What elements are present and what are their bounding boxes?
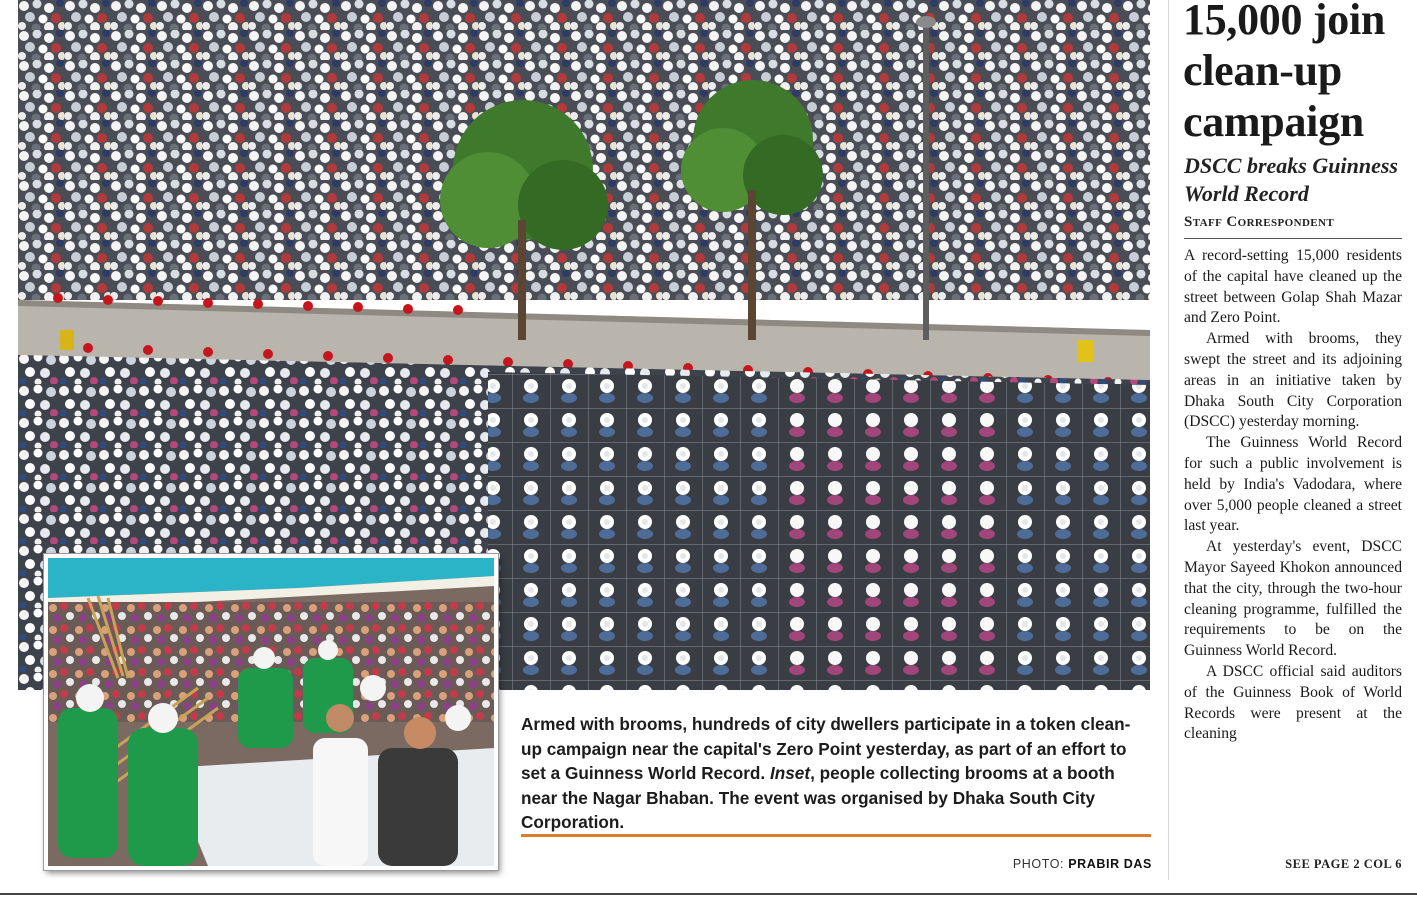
subhead: DSCC breaks Guinness World Record [1184, 153, 1398, 206]
article-paragraph: At yesterday's event, DSCC Mayor Sayeed Khokon announced that the city, through the two-hour cleaning programme, fulfilled the requirements to be on the Guinness World Record. [1184, 538, 1402, 660]
article-paragraph: The Guinness World Record for such a public involvement is held by India's Vadodara, where over 5,000 people cleaned a street last year. [1184, 434, 1402, 535]
photo-credit [1013, 857, 1152, 871]
jump-line[interactable]: SEE PAGE 2 COL 6 [1285, 857, 1402, 871]
byline-rule [1184, 238, 1402, 239]
article-paragraph: Armed with brooms, they swept the street and its adjoining areas in an initiative taken by Dhaka South City Corporation (DSCC) yesterday morning. [1184, 330, 1402, 431]
inset-photo [44, 554, 498, 870]
caption-accent-rule [521, 834, 1151, 837]
caption-inset-word: Inset [769, 763, 811, 783]
article-paragraph: A record-setting 15,000 residents of the capital have cleaned up the street between Golap Shah Mazar and Zero Point. [1184, 247, 1402, 327]
caption-text-main: Armed with brooms, hundreds of city dwellers participate in a token clean-up campaign near the capital's Zero Point yesterday, as part of an effort to set a Guinness World Record. [521, 714, 1131, 783]
photo-credit-label: PHOTO: [1012, 857, 1065, 871]
byline: Staff Correspondent [1184, 214, 1335, 230]
column-divider [1168, 0, 1169, 880]
caption-text-inset: , people collecting brooms at a booth near the Nagar Bhaban. The event was organised by Dhaka South City Corporation. [521, 763, 1115, 832]
headline: 15,000 join clean-up campaign [1183, 0, 1386, 146]
article-body [1184, 246, 1402, 852]
photo-credit-name: PRABIR DAS [1068, 857, 1152, 871]
photo-caption [521, 712, 1141, 835]
article-paragraph: A DSCC official said auditors of the Guinness Book of World Records were present at the cleaning [1184, 662, 1402, 743]
page-bottom-rule [0, 893, 1417, 895]
